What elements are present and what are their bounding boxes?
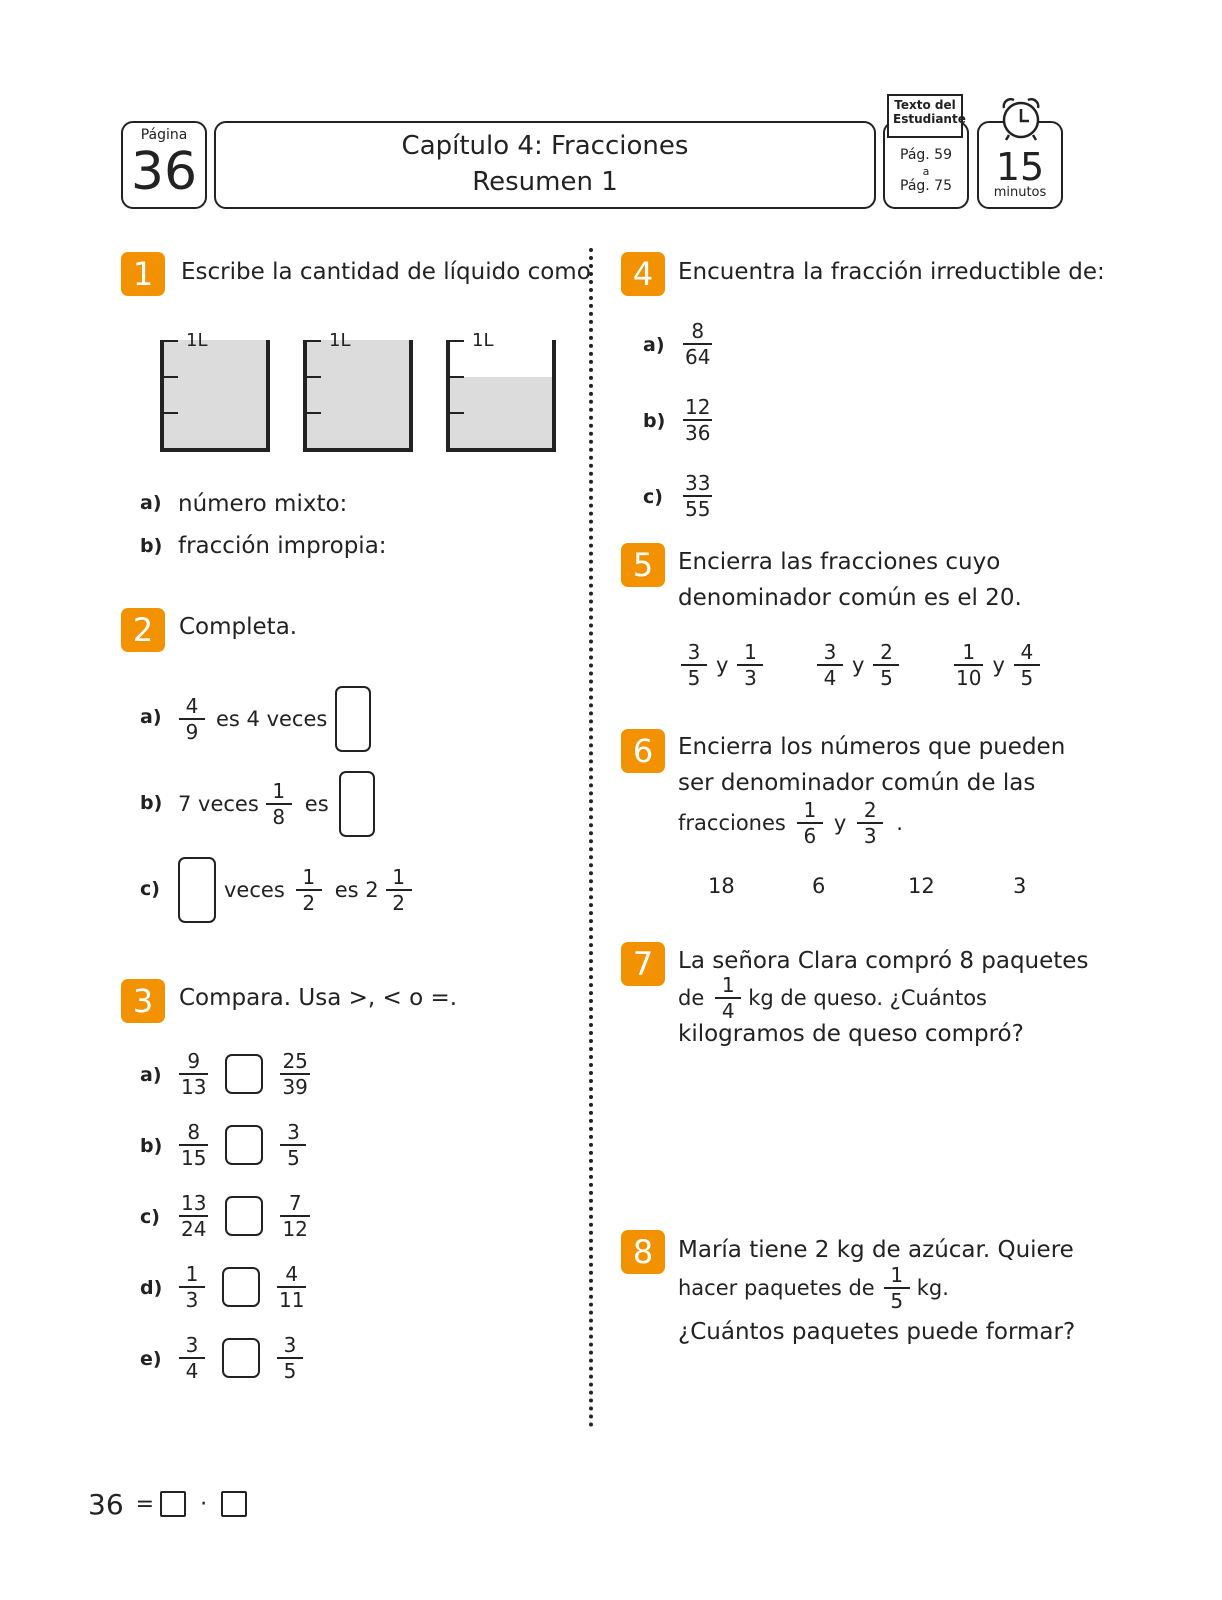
fraction-pair[interactable] bbox=[951, 637, 1043, 693]
comparison-box[interactable] bbox=[222, 1338, 260, 1378]
fraction-item bbox=[680, 316, 715, 372]
numerator: 1 bbox=[744, 640, 757, 664]
q2-c-es: es 2 bbox=[334, 878, 379, 902]
cup-tick bbox=[164, 412, 178, 414]
chapter-subtitle: Resumen 1 bbox=[472, 167, 618, 197]
denominator: 2 bbox=[296, 889, 322, 915]
question-2-number: 2 bbox=[121, 608, 165, 652]
answer-box[interactable] bbox=[335, 686, 371, 752]
denominator: 5 bbox=[277, 1357, 303, 1383]
denominator-option[interactable]: 6 bbox=[812, 874, 826, 898]
numerator: 13 bbox=[181, 1191, 207, 1215]
denominator-option[interactable]: 3 bbox=[1013, 874, 1027, 898]
numerator: 1 bbox=[890, 1263, 904, 1287]
chapter-title-box bbox=[214, 121, 876, 209]
book-label: Texto del Estudiante bbox=[893, 98, 966, 126]
numerator: 9 bbox=[187, 1049, 201, 1073]
fraction bbox=[179, 1049, 208, 1099]
pair-conj: y bbox=[716, 653, 729, 677]
fraction bbox=[386, 865, 412, 915]
item-label: b) bbox=[140, 535, 163, 557]
pages-a: a bbox=[922, 165, 930, 178]
fraction bbox=[683, 319, 712, 369]
fraction bbox=[817, 640, 843, 690]
footer-number: 36 bbox=[88, 1487, 124, 1521]
denominator: 5 bbox=[884, 1287, 910, 1313]
fraction bbox=[266, 779, 292, 829]
question-1-number: 1 bbox=[121, 252, 165, 296]
fraction bbox=[884, 1263, 910, 1313]
comparison-box[interactable] bbox=[225, 1054, 263, 1094]
q7-line2-pre: de bbox=[678, 986, 705, 1010]
question-3-text: Compara. Usa >, < o =. bbox=[179, 985, 458, 1011]
cup-tick bbox=[307, 412, 321, 414]
denominator: 5 bbox=[1014, 664, 1040, 690]
fraction bbox=[1014, 640, 1040, 690]
denominator: 5 bbox=[280, 1144, 306, 1170]
page-number-box bbox=[121, 121, 207, 209]
time-unit: minutos bbox=[993, 185, 1047, 200]
fraction-item bbox=[680, 392, 715, 448]
numerator: 4 bbox=[1020, 640, 1034, 664]
fraction bbox=[179, 1333, 205, 1383]
denominator: 64 bbox=[685, 345, 711, 369]
comparison-box[interactable] bbox=[222, 1267, 260, 1307]
numerator: 3 bbox=[283, 1333, 297, 1357]
liquid-fill bbox=[450, 377, 552, 448]
fraction bbox=[179, 1191, 208, 1241]
q6-conj: y bbox=[833, 811, 847, 835]
cup-tick bbox=[164, 340, 178, 342]
question-7-number: 7 bbox=[621, 942, 665, 986]
question-8-line1: María tiene 2 kg de azúcar. Quiere bbox=[678, 1237, 1074, 1263]
q7-line2-post: kg de queso. ¿Cuántos bbox=[748, 986, 987, 1010]
numerator: 1 bbox=[962, 640, 976, 664]
cup-label: 1L bbox=[186, 330, 208, 351]
denominator: 2 bbox=[386, 889, 412, 915]
fraction bbox=[280, 1120, 306, 1170]
fraction bbox=[277, 1262, 306, 1312]
denominator: 6 bbox=[797, 822, 823, 848]
numerator: 3 bbox=[287, 1120, 300, 1144]
denominator: 3 bbox=[857, 822, 883, 848]
pair-conj: y bbox=[992, 653, 1005, 677]
answer-box[interactable] bbox=[178, 857, 216, 923]
item-label: c) bbox=[140, 878, 160, 900]
question-8-number: 8 bbox=[621, 1230, 665, 1274]
chapter-title: Capítulo 4: Fracciones bbox=[401, 131, 689, 161]
denominator-option[interactable]: 18 bbox=[708, 874, 735, 898]
numerator: 3 bbox=[185, 1333, 199, 1357]
denominator: 24 bbox=[181, 1217, 207, 1241]
question-7-line3: kilogramos de queso compró? bbox=[678, 1021, 1024, 1047]
comparison-row bbox=[176, 1259, 309, 1315]
item-label: a) bbox=[140, 492, 162, 514]
numerator: 7 bbox=[288, 1191, 302, 1215]
item-label: e) bbox=[140, 1348, 162, 1370]
q8-line2-post: kg. bbox=[916, 1276, 949, 1300]
measuring-cup bbox=[303, 330, 413, 452]
footer-equals: = bbox=[135, 1491, 155, 1517]
fraction-pair[interactable] bbox=[814, 637, 902, 693]
q6-line3-text: fracciones bbox=[678, 811, 786, 835]
fraction bbox=[873, 640, 899, 690]
denominator: 15 bbox=[181, 1146, 207, 1170]
fraction bbox=[857, 798, 883, 848]
q2-b-post: es bbox=[304, 792, 329, 816]
denominator: 39 bbox=[282, 1075, 308, 1099]
footer-dot: · bbox=[200, 1491, 208, 1517]
time-value: 15 bbox=[995, 145, 1045, 189]
answer-box[interactable] bbox=[339, 771, 375, 837]
cup-tick bbox=[450, 340, 464, 342]
question-5-number: 5 bbox=[621, 543, 665, 587]
denominator: 4 bbox=[715, 997, 741, 1023]
fraction bbox=[296, 865, 322, 915]
fraction bbox=[683, 395, 712, 445]
question-4-number: 4 bbox=[621, 252, 665, 296]
numerator: 8 bbox=[691, 319, 705, 343]
liquid-fill bbox=[307, 340, 409, 448]
q6-end: . bbox=[896, 811, 903, 835]
denominator: 55 bbox=[685, 497, 711, 521]
cup-tick bbox=[450, 376, 464, 378]
numerator: 1 bbox=[272, 779, 286, 803]
item-label: b) bbox=[140, 792, 163, 814]
item-label: d) bbox=[140, 1277, 163, 1299]
measuring-cup bbox=[160, 330, 270, 452]
question-1-text: Escribe la cantidad de líquido como bbox=[181, 259, 591, 285]
footer-box[interactable] bbox=[160, 1491, 186, 1517]
comparison-row bbox=[176, 1046, 313, 1102]
page-number: 36 bbox=[130, 142, 198, 202]
numerator: 3 bbox=[687, 640, 701, 664]
item-label: b) bbox=[140, 1135, 163, 1157]
item-label: a) bbox=[140, 1064, 162, 1086]
cup-tick bbox=[307, 376, 321, 378]
fraction bbox=[954, 640, 983, 690]
numerator: 2 bbox=[863, 798, 877, 822]
book-icon bbox=[887, 94, 966, 138]
fraction bbox=[277, 1333, 303, 1383]
denominator: 5 bbox=[681, 664, 707, 690]
footer-box[interactable] bbox=[221, 1491, 247, 1517]
question-6-line3 bbox=[678, 796, 903, 850]
footer bbox=[88, 1484, 247, 1524]
question-8-line3: ¿Cuántos paquetes puede formar? bbox=[678, 1319, 1076, 1345]
question-4-text: Encuentra la fracción irreductible de: bbox=[678, 259, 1105, 285]
denominator: 13 bbox=[181, 1075, 207, 1099]
question-2-text: Completa. bbox=[179, 614, 298, 640]
cup-label: 1L bbox=[472, 330, 494, 351]
item-label: c) bbox=[643, 486, 663, 508]
liquid-fill bbox=[164, 340, 266, 448]
fraction-pair[interactable] bbox=[678, 637, 766, 693]
numerator: 4 bbox=[285, 1262, 299, 1286]
page-label: Página bbox=[140, 127, 188, 143]
q8-line2-pre: hacer paquetes de bbox=[678, 1276, 875, 1300]
numerator: 2 bbox=[880, 640, 893, 664]
denominator: 11 bbox=[279, 1288, 305, 1312]
q2-row-a bbox=[176, 686, 371, 752]
fraction bbox=[797, 798, 823, 848]
q2-row-b bbox=[178, 771, 375, 837]
fraction-item bbox=[680, 468, 715, 524]
numerator: 1 bbox=[721, 973, 735, 997]
denominator: 9 bbox=[179, 718, 205, 744]
numerator: 4 bbox=[185, 694, 199, 718]
comparison-box[interactable] bbox=[225, 1125, 263, 1165]
question-6-number: 6 bbox=[621, 729, 665, 773]
question-7-line1: La señora Clara compró 8 paquetes bbox=[678, 948, 1089, 974]
q2-a-text: es 4 veces bbox=[216, 707, 328, 731]
pages-to: Pág. 75 bbox=[900, 178, 952, 194]
numerator: 25 bbox=[282, 1049, 308, 1073]
numerator: 12 bbox=[685, 395, 711, 419]
denominator: 5 bbox=[873, 664, 899, 690]
denominator: 10 bbox=[956, 666, 982, 690]
fraction bbox=[179, 694, 205, 744]
question-5-line2: denominador común es el 20. bbox=[678, 585, 1022, 611]
denominator-option[interactable]: 12 bbox=[908, 874, 935, 898]
fraction bbox=[683, 471, 712, 521]
pages-from: Pág. 59 bbox=[900, 147, 952, 163]
denominator: 4 bbox=[179, 1357, 205, 1383]
fraction bbox=[280, 1049, 309, 1099]
denominator: 4 bbox=[817, 664, 843, 690]
comparison-box[interactable] bbox=[225, 1196, 263, 1236]
fraction bbox=[179, 1120, 208, 1170]
cup-tick bbox=[450, 412, 464, 414]
comparison-row bbox=[176, 1330, 306, 1386]
question-8-line2 bbox=[678, 1262, 949, 1314]
item-label: a) bbox=[140, 706, 162, 728]
item-label: b) bbox=[643, 410, 666, 432]
question-6-line2: ser denominador común de las bbox=[678, 770, 1036, 796]
column-divider bbox=[589, 248, 593, 1428]
item-label: a) bbox=[643, 334, 665, 356]
item-label: c) bbox=[140, 1206, 160, 1228]
pair-conj: y bbox=[852, 653, 865, 677]
fraction bbox=[737, 640, 763, 690]
fraction bbox=[681, 640, 707, 690]
alarm-clock-icon bbox=[998, 96, 1044, 142]
numerator: 1 bbox=[803, 798, 817, 822]
denominator: 3 bbox=[179, 1286, 205, 1312]
numerator: 1 bbox=[302, 865, 316, 889]
measuring-cup bbox=[446, 330, 556, 452]
numerator: 33 bbox=[685, 471, 711, 495]
question-6-line1: Encierra los números que pueden bbox=[678, 734, 1066, 760]
denominator: 8 bbox=[266, 803, 292, 829]
comparison-row bbox=[176, 1117, 309, 1173]
mixed-number-prompt: número mixto: bbox=[178, 491, 348, 517]
comparison-row bbox=[176, 1188, 313, 1244]
improper-fraction-prompt: fracción impropia: bbox=[178, 533, 387, 559]
question-3-number: 3 bbox=[121, 979, 165, 1023]
denominator: 36 bbox=[685, 421, 711, 445]
numerator: 1 bbox=[392, 865, 406, 889]
denominator: 3 bbox=[737, 664, 763, 690]
q2-c-mid: veces bbox=[224, 878, 285, 902]
denominator: 12 bbox=[282, 1217, 308, 1241]
numerator: 8 bbox=[187, 1120, 201, 1144]
q2-row-c bbox=[178, 857, 415, 923]
q2-b-pre: 7 veces bbox=[178, 792, 259, 816]
cup-label: 1L bbox=[329, 330, 351, 351]
fraction bbox=[179, 1262, 205, 1312]
numerator: 1 bbox=[185, 1262, 199, 1286]
question-5-line1: Encierra las fracciones cuyo bbox=[678, 549, 1001, 575]
cup-tick bbox=[164, 376, 178, 378]
numerator: 3 bbox=[823, 640, 837, 664]
fraction bbox=[280, 1191, 309, 1241]
cup-tick bbox=[307, 340, 321, 342]
